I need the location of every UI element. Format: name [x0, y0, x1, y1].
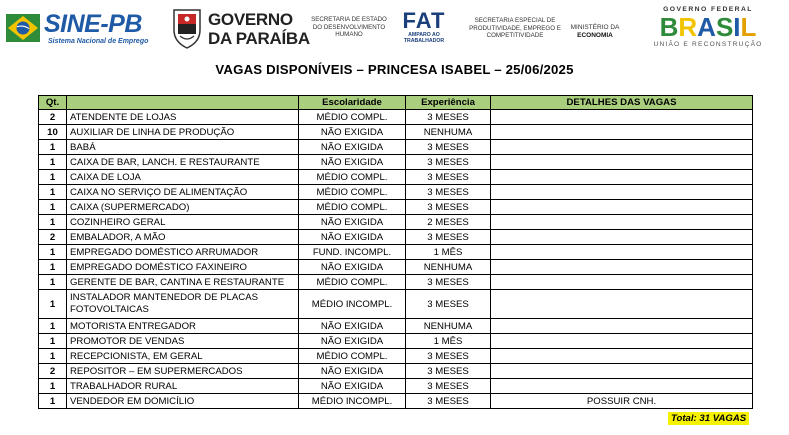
cell-experiencia: 3 MESES: [406, 290, 491, 319]
table-row: [39, 334, 753, 349]
table-row: [39, 110, 753, 125]
cell-qt: 2: [39, 230, 67, 245]
fat-sub1: AMPARO AO: [408, 32, 440, 38]
brasil-letter: B: [659, 12, 679, 42]
cell-escolaridade: MÉDIO INCOMPL.: [299, 394, 406, 409]
cell-ocupacao: EMBALADOR, A MÃO: [67, 230, 299, 245]
cell-escolaridade: NÃO EXIGIDA: [299, 379, 406, 394]
cell-experiencia: 2 MESES: [406, 215, 491, 230]
table-row: [39, 349, 753, 364]
cell-qt: 1: [39, 215, 67, 230]
sine-pb-subtitle: Sistema Nacional de Emprego: [48, 38, 149, 45]
cell-experiencia: 3 MESES: [406, 349, 491, 364]
brasil-letter: I: [733, 12, 741, 42]
brasil-word: [634, 14, 782, 40]
cell-escolaridade: MÉDIO INCOMPL.: [299, 290, 406, 319]
total-badge: Total: 31 VAGAS: [668, 412, 749, 425]
min-line1: MINISTÉRIO DA: [570, 24, 620, 31]
sec-line1: SECRETARIA DE ESTADO: [311, 16, 387, 23]
cell-detalhes: [491, 275, 753, 290]
cell-escolaridade: NÃO EXIGIDA: [299, 334, 406, 349]
sec-line2: DO DESENVOLVIMENTO: [312, 23, 386, 31]
cell-qt: 2: [39, 110, 67, 125]
cell-ocupacao: ATENDENTE DE LOJAS: [67, 110, 299, 125]
cell-escolaridade: NÃO EXIGIDA: [299, 215, 406, 230]
table-row: [39, 200, 753, 215]
cell-ocupacao: AUXILIAR DE LINHA DE PRODUÇÃO: [67, 125, 299, 140]
cell-experiencia: 3 MESES: [406, 140, 491, 155]
governo-paraiba-logo: [170, 6, 310, 52]
cell-ocupacao: EMPREGADO DOMÉSTICO FAXINEIRO: [67, 260, 299, 275]
cell-experiencia: 3 MESES: [406, 155, 491, 170]
cell-qt: 1: [39, 334, 67, 349]
table-row: [39, 290, 753, 319]
cell-detalhes: [491, 319, 753, 334]
cell-detalhes: [491, 185, 753, 200]
governo-paraiba-text: [208, 10, 310, 48]
header-logos: [0, 0, 789, 58]
table-row: [39, 170, 753, 185]
cell-detalhes: [491, 349, 753, 364]
table-row: [39, 245, 753, 260]
cell-qt: 1: [39, 185, 67, 200]
brasil-top-text: GOVERNO FEDERAL: [663, 6, 753, 13]
fat-sub2: TRABALHADOR: [403, 38, 445, 44]
cell-detalhes: [491, 155, 753, 170]
cell-qt: 2: [39, 364, 67, 379]
cell-experiencia: NENHUMA: [406, 125, 491, 140]
cell-detalhes: [491, 379, 753, 394]
cell-ocupacao: INSTALADOR MANTENEDOR DE PLACAS FOTOVOLTAICAS: [67, 290, 299, 319]
cell-escolaridade: MÉDIO COMPL.: [299, 110, 406, 125]
sec-line3: HUMANO: [335, 31, 363, 38]
cell-qt: 1: [39, 200, 67, 215]
cell-experiencia: 3 MESES: [406, 110, 491, 125]
cell-detalhes: [491, 260, 753, 275]
cell-detalhes: [491, 170, 753, 185]
cell-detalhes: [491, 215, 753, 230]
ministerio-economia-logo: [560, 24, 630, 48]
cell-experiencia: 1 MÊS: [406, 245, 491, 260]
cell-detalhes: [491, 334, 753, 349]
vagas-table: [38, 95, 753, 409]
cell-detalhes: [491, 140, 753, 155]
cell-escolaridade: MÉDIO COMPL.: [299, 170, 406, 185]
cell-experiencia: 1 MÊS: [406, 334, 491, 349]
min-line2: ECONOMIA: [577, 31, 613, 39]
cell-ocupacao: BABÁ: [67, 140, 299, 155]
cell-escolaridade: MÉDIO COMPL.: [299, 200, 406, 215]
sec2-line1: SECRETARIA ESPECIAL DE: [474, 17, 556, 24]
cell-escolaridade: NÃO EXIGIDA: [299, 319, 406, 334]
brazil-flag-icon: [6, 12, 40, 44]
brasil-bottom-text: UNIÃO E RECONSTRUÇÃO: [653, 41, 763, 48]
cell-experiencia: 3 MESES: [406, 379, 491, 394]
cell-qt: 10: [39, 125, 67, 140]
brasil-letter: A: [697, 12, 716, 42]
cell-ocupacao: RECEPCIONISTA, EM GERAL: [67, 349, 299, 364]
cell-experiencia: 3 MESES: [406, 170, 491, 185]
cell-experiencia: 3 MESES: [406, 230, 491, 245]
sine-pb-logo: [6, 8, 166, 50]
secretaria-estado-logo: [304, 16, 394, 46]
cell-detalhes: POSSUIR CNH.: [491, 394, 753, 409]
cell-qt: 1: [39, 170, 67, 185]
fat-name: FAT: [402, 8, 446, 33]
gov-line1: GOVERNO: [208, 10, 293, 29]
cell-qt: 1: [39, 245, 67, 260]
cell-detalhes: [491, 245, 753, 260]
table-row: [39, 155, 753, 170]
cell-qt: 1: [39, 379, 67, 394]
cell-detalhes: [491, 290, 753, 319]
cell-ocupacao: TRABALHADOR RURAL: [67, 379, 299, 394]
cell-escolaridade: MÉDIO COMPL.: [299, 275, 406, 290]
cell-experiencia: 3 MESES: [406, 200, 491, 215]
cell-qt: 1: [39, 140, 67, 155]
cell-experiencia: NENHUMA: [406, 260, 491, 275]
page-title: VAGAS DISPONÍVEIS – PRINCESA ISABEL – 25/06/2025: [215, 62, 574, 77]
cell-ocupacao: EMPREGADO DOMÉSTICO ARRUMADOR: [67, 245, 299, 260]
cell-qt: 1: [39, 394, 67, 409]
table-row: [39, 394, 753, 409]
cell-ocupacao: GERENTE DE BAR, CANTINA E RESTAURANTE: [67, 275, 299, 290]
brasil-letter: S: [715, 12, 734, 42]
table-row: [39, 215, 753, 230]
header-ocupacao: [67, 96, 299, 110]
governo-federal-brasil-logo: [634, 6, 782, 50]
cell-escolaridade: FUND. INCOMPL.: [299, 245, 406, 260]
cell-qt: 1: [39, 260, 67, 275]
table-row: [39, 275, 753, 290]
table-row: [39, 260, 753, 275]
table-row: [39, 140, 753, 155]
header-experiencia: Experiência: [406, 96, 491, 110]
cell-experiencia: 3 MESES: [406, 275, 491, 290]
sec2-line3: COMPETITIVIDADE: [486, 32, 544, 39]
cell-experiencia: 3 MESES: [406, 394, 491, 409]
table-row: [39, 364, 753, 379]
table-body: [39, 110, 753, 409]
sine-pb-name: SINE-PB: [44, 10, 142, 38]
table-row: [39, 230, 753, 245]
table-row: [39, 185, 753, 200]
header-escolaridade: Escolaridade: [299, 96, 406, 110]
cell-escolaridade: NÃO EXIGIDA: [299, 140, 406, 155]
cell-ocupacao: CAIXA (SUPERMERCADO): [67, 200, 299, 215]
cell-escolaridade: NÃO EXIGIDA: [299, 125, 406, 140]
cell-escolaridade: MÉDIO COMPL.: [299, 349, 406, 364]
cell-ocupacao: COZINHEIRO GERAL: [67, 215, 299, 230]
cell-escolaridade: NÃO EXIGIDA: [299, 230, 406, 245]
cell-ocupacao: CAIXA DE BAR, LANCH. E RESTAURANTE: [67, 155, 299, 170]
brasil-letter: L: [740, 12, 757, 42]
brasil-letter: R: [678, 12, 698, 42]
cell-ocupacao: CAIXA DE LOJA: [67, 170, 299, 185]
paraiba-crest-icon: [170, 6, 204, 50]
table-row: [39, 379, 753, 394]
cell-detalhes: [491, 125, 753, 140]
cell-ocupacao: PROMOTOR DE VENDAS: [67, 334, 299, 349]
cell-ocupacao: MOTORISTA ENTREGADOR: [67, 319, 299, 334]
cell-qt: 1: [39, 275, 67, 290]
cell-experiencia: 3 MESES: [406, 185, 491, 200]
cell-ocupacao: VENDEDOR EM DOMICÍLIO: [67, 394, 299, 409]
cell-qt: 1: [39, 290, 67, 319]
cell-qt: 1: [39, 349, 67, 364]
cell-experiencia: NENHUMA: [406, 319, 491, 334]
table-header-row: [39, 96, 753, 110]
sec2-line2: PRODUTIVIDADE, EMPREGO E: [469, 24, 561, 32]
secretaria-especial-logo: [455, 17, 575, 47]
cell-detalhes: [491, 200, 753, 215]
cell-escolaridade: NÃO EXIGIDA: [299, 364, 406, 379]
header-detalhes: DETALHES DAS VAGAS: [491, 96, 753, 110]
cell-qt: 1: [39, 155, 67, 170]
cell-detalhes: [491, 364, 753, 379]
cell-ocupacao: REPOSITOR – EM SUPERMERCADOS: [67, 364, 299, 379]
table-row: [39, 125, 753, 140]
gov-line2: DA PARAÍBA: [208, 29, 310, 48]
fat-logo: [396, 10, 452, 48]
cell-detalhes: [491, 230, 753, 245]
header-qt: Qt.: [39, 96, 67, 110]
cell-detalhes: [491, 110, 753, 125]
cell-qt: 1: [39, 319, 67, 334]
cell-experiencia: 3 MESES: [406, 364, 491, 379]
cell-ocupacao: CAIXA NO SERVIÇO DE ALIMENTAÇÃO: [67, 185, 299, 200]
cell-escolaridade: NÃO EXIGIDA: [299, 155, 406, 170]
cell-escolaridade: MÉDIO COMPL.: [299, 185, 406, 200]
table-row: [39, 319, 753, 334]
cell-escolaridade: NÃO EXIGIDA: [299, 260, 406, 275]
